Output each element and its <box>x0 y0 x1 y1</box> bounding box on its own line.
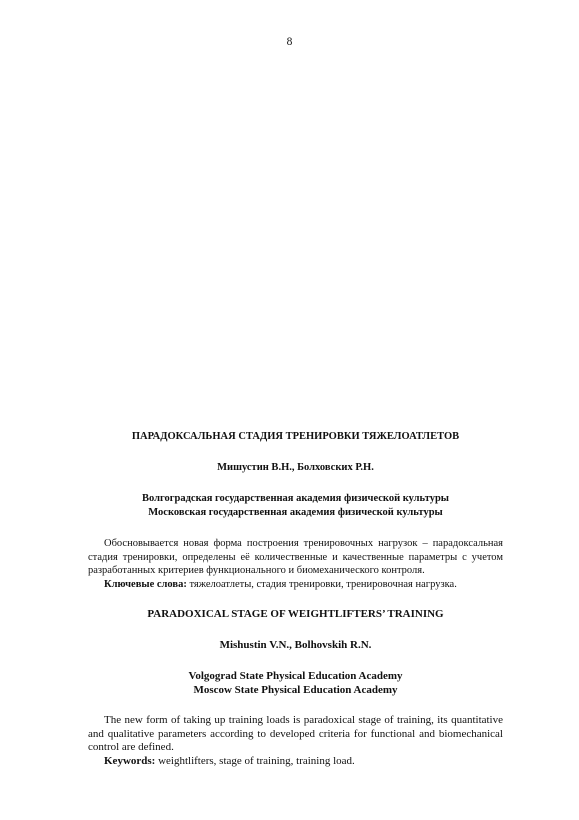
keywords-label-en: Keywords: <box>104 754 156 767</box>
abstract-en: The new form of taking up training loads is paradoxical stage of training, its quantitative and qualitative parameters according to developed criteria for functional and biomechanical control are defined. <box>88 714 503 753</box>
organizations-en <box>88 669 503 697</box>
title-en: PARADOXICAL STAGE OF WEIGHTLIFTERS’ TRAINING <box>147 608 444 620</box>
article-header <box>88 430 503 768</box>
keywords-text-en: weightlifters, stage of training, training load. <box>155 754 355 767</box>
organization-ru-2: Московская государственная академия физической культуры <box>148 507 443 518</box>
title-ru: ПАРАДОКСАЛЬНАЯ СТАДИЯ ТРЕНИРОВКИ ТЯЖЕЛОАТЛЕТОВ <box>131 431 460 442</box>
abstract-ru: Обосновывается новая форма построения тренировочных нагрузок – парадоксальная стадия тренировки, определены её количественные и качественные параметры с учетом разработанных критериев функционального и биомеханического контроля. <box>88 538 503 576</box>
keywords-ru <box>88 578 503 592</box>
authors-ru: Мишустин В.Н., Болховских Р.Н. <box>217 462 374 473</box>
keywords-text-ru: тяжелоатлеты, стадия тренировки, тренировочная нагрузка. <box>186 578 457 590</box>
keywords-en <box>88 755 503 769</box>
page-number: 8 <box>286 36 293 48</box>
organization-en-2: Moscow State Physical Education Academy <box>193 684 398 696</box>
authors-en: Mishustin V.N., Bolhovskih R.N. <box>219 639 372 651</box>
keywords-label-ru: Ключевые слова: <box>104 578 187 590</box>
organization-en-1: Volgograd State Physical Education Academy <box>188 670 403 682</box>
organization-ru-1: Волгоградская государственная академия физической культуры <box>141 493 449 504</box>
organizations-ru <box>88 492 503 520</box>
